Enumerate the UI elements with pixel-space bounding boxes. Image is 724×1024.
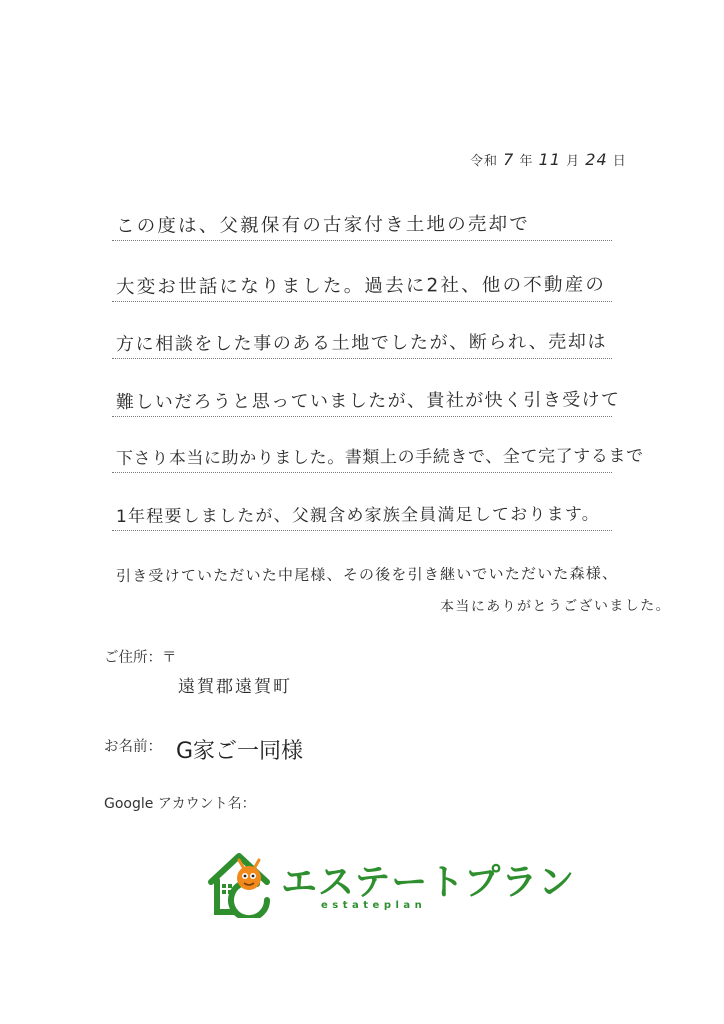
ruled-line: [112, 240, 612, 241]
letter-line: 難しいだろうと思っていましたが、貴社が快く引き受けて: [115, 389, 621, 413]
date-line: [470, 150, 627, 169]
letter-line: この度は、父親保有の古家付き土地の売却で: [115, 213, 531, 237]
letter-line: 下さり本当に助かりました。書類上の手続きで、全て完了するまで: [115, 446, 644, 469]
logo-subtext: estateplan: [321, 900, 427, 911]
ruled-line: [112, 416, 612, 417]
address-value: 遠賀郡遠賀町: [178, 677, 292, 697]
date-year-unit: 年: [519, 154, 534, 169]
date-era: 令和: [470, 154, 499, 169]
house-mascot-icon: [205, 848, 279, 918]
ruled-line: [112, 301, 612, 302]
letter-line: 引き受けていただいた中尾様、その後を引き継いでいただいた森様、: [115, 564, 619, 585]
date-month-unit: 月: [566, 154, 581, 169]
date-day: 24: [585, 150, 608, 169]
name-value: G家ご一同様: [176, 739, 304, 764]
ruled-line: [112, 472, 612, 473]
date-year: 7: [503, 150, 515, 169]
logo-wordmark: エステートプラン: [281, 862, 576, 903]
google-account-label: Google アカウント名：: [104, 796, 256, 812]
ruled-line: [112, 358, 612, 359]
letter-line: 1年程要しましたが、父親含め家族全員満足しております。: [115, 504, 600, 527]
date-month: 11: [538, 150, 561, 169]
address-label: ご住所：〒: [104, 650, 177, 666]
company-logo: [205, 848, 576, 918]
letter-line: 大変お世話になりました。過去に2社、他の不動産の: [115, 274, 607, 298]
date-day-unit: 日: [612, 154, 627, 169]
name-label: お名前：: [104, 739, 162, 755]
letter-line: 本当にありがとうございました。: [439, 597, 672, 615]
ruled-line: [112, 530, 612, 531]
letter-line: 方に相談をした事のある土地でしたが、断られ、売却は: [115, 331, 608, 355]
